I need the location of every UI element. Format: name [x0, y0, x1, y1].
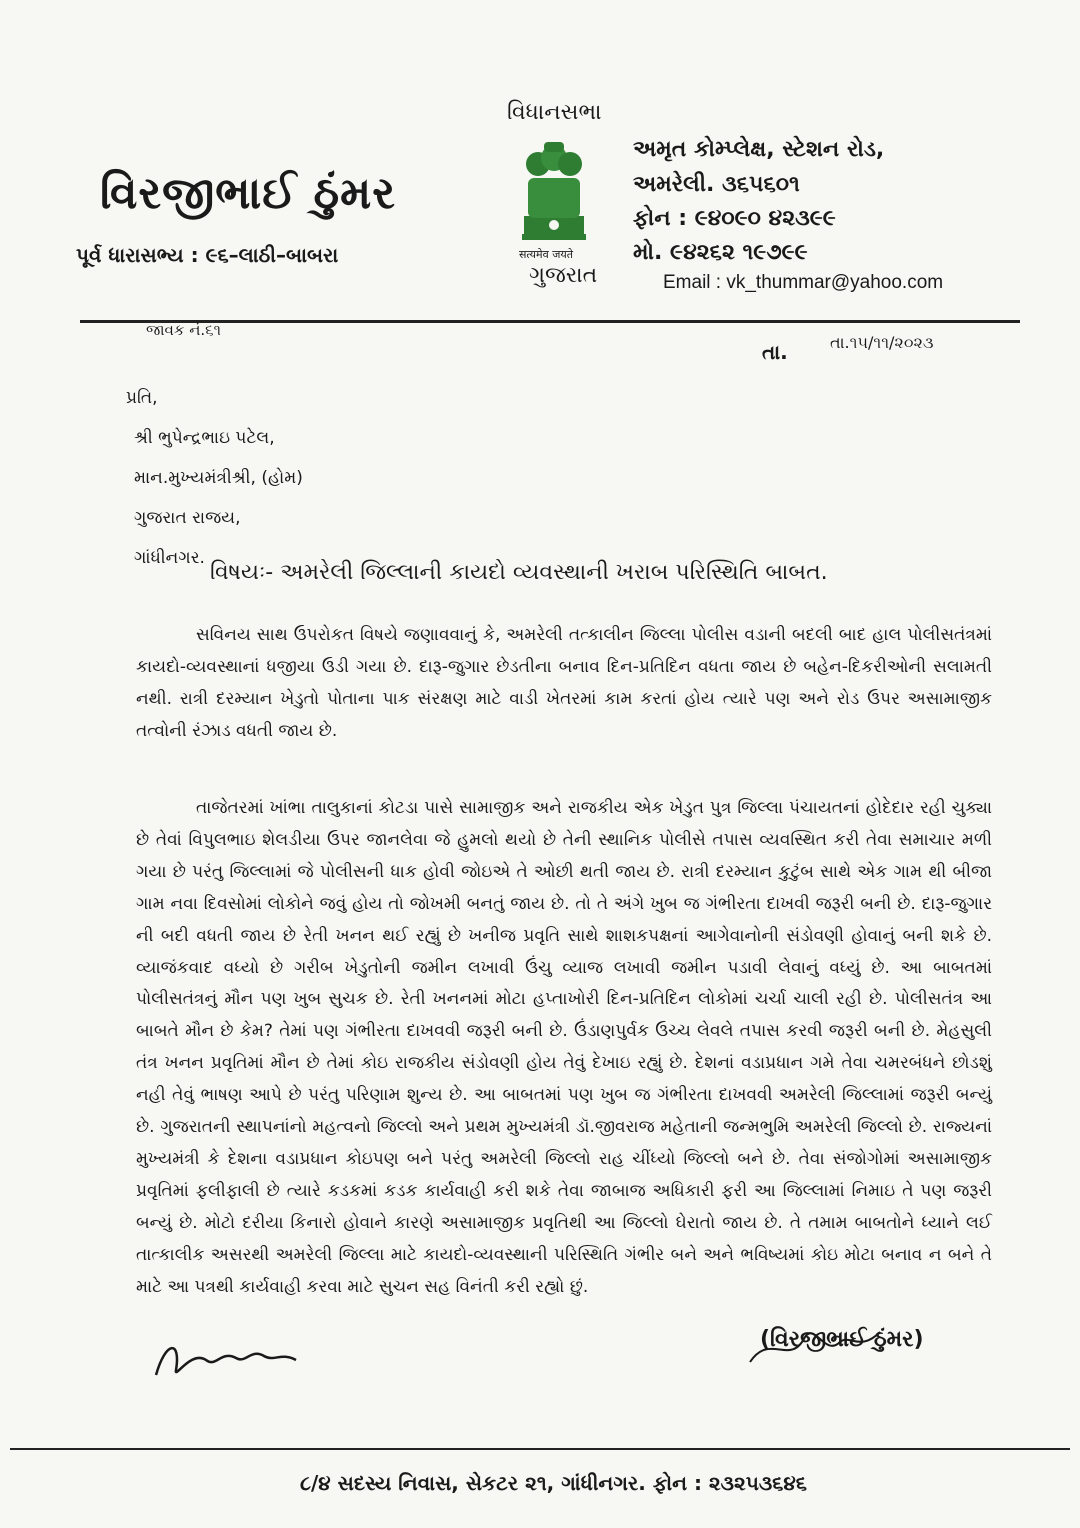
letter-date: તા.૧૫/૧૧/૨૦૨૩ — [830, 333, 934, 352]
handwritten-signature-left — [146, 1330, 316, 1390]
date-prefix: તા. — [762, 340, 788, 364]
footer-divider — [10, 1448, 1070, 1450]
state-label: ગુજરાત — [529, 263, 598, 288]
state-emblem-icon — [514, 138, 594, 250]
address-line-2: અમરેલી. ૩૬૫૬૦૧ — [633, 172, 800, 197]
letter-subject: વિષયઃ- અમરેલી જિલ્લાની કાયદો વ્યવસ્થાની ખરાબ પરિસ્થિતિ બાબત. — [210, 560, 828, 585]
body-paragraph-2-text: તાજેતરમાં ખાંભા તાલુકાનાં કોટડા પાસે સામાજીક અને રાજકીય એક ખેડુત પુત્ર જિલ્લા પંચાયતનાં હોદેદાર રહી ચુક્યા છે તેવાં વિપુલભાઇ શેલડીયા ઉપર જાનલેવા જે હુમલો થયો છે તેની સ્થાનિક પોલીસે તપાસ વ્યવસ્થિત કરી તેવા સમાચાર મળી ગયા છે પરંતુ જિલ્લામાં જે પોલીસની ધાક હોવી જોઇએ તે ઓછી થતી જાય છે. રાત્રી દરમ્યાન કુટુંબ સાથે એક ગામ થી બીજા ગામ નવા દિવસોમાં લોકોને જવું હોય તો જોખમી બનતું જાય છે. તો તે અંગે ખુબ જ ગંભીરતા દાખવી જરૂરી બની છે. દારૂ-જુગાર ની બદી વધતી જાય છે રેતી ખનન થઈ રહ્યું છે ખનીજ પ્રવૃતિ સાથે શાશકપક્ષનાં આગેવાનોની સંડોવણી હોવાનું બની શકે છે. વ્યાજંકવાદ વધ્યો છે ગરીબ ખેડુતોની જમીન લખાવી ઉંચુ વ્યાજ લખાવી જમીન પડાવી લેવાનું વધ્યું છે. આ બાબતમાં પોલીસતંત્રનું મૌન પણ ખુબ સુચક છે. રેતી ખનનમાં મોટા હપ્તાખોરી દિન-પ્રતિદિન લોકોમાં ચર્ચા ચાલી રહી છે. પોલીસતંત્ર આ બાબતે મૌન છે કેમ? તેમાં પણ ગંભીરતા દાખવવી જરૂરી બની છે. ઉંડાણપુર્વક ઉચ્ચ લેવલે તપાસ કરવી જરૂરી બની છે. મેહસુલી તંત્ર ખનન પ્રવૃતિમાં મૌન છે તેમાં કોઇ રાજકીય સંડોવણી હોય તેવું દેખાઇ રહ્યું છે. દેશનાં વડાપ્રધાન ગમે તેવા ચમરબંધને છોડશું નહી તેવું ભાષણ આપે છે પરંતુ પરિણામ શુન્ય છે. આ બાબતમાં પણ ખુબ જ ગંભીરતા દાખવવી અમરેલી જિલ્લામાં જરૂરી બન્યું છે. ગુજરાતની સ્થાપનાંનો મહત્વનો જિલ્લો અને પ્રથમ મુખ્યમંત્રી ડૉ.જીવરાજ મહેતાની જન્મભુમિ અમરેલી જિલ્લો છે. રાજ્યનાં મુખ્યમંત્રી કે દેશના વડાપ્રધાન કોઇપણ બને પરંતુ અમરેલી જિલ્લો રાહ ચીંધ્યો જિલ્લો બને છે. તેવા સંજોગોમાં અસામાજીક પ્રવૃતિમાં ફલીફાલી છે ત્યારે કડકમાં કડક કાર્યવાહી કરી શકે તેવા જાબાજ અધિકારી ફરી આ જિલ્લામાં નિમાઇ તે પણ જરૂરી બન્યું છે. મોટો દરીયા કિનારો હોવાને કારણે અસામાજીક પ્રવૃતિથી આ જિલ્લો ઘેરાતો જાય છે. તે તમામ બાબતોને ધ્યાને લઈ તાત્કાલીક અસરથી અમરેલી જિલ્લા માટે કાયદો-વ્યવસ્થાની પરિસ્થિતિ ગંભીર બને અને ભવિષ્યમાં કોઇ મોટા બનાવ ન બને તે માટે આ પત્રથી કાર્યવાહી કરવા માટે સુચન સહ વિનંતી કરી રહ્યો છું. — [136, 798, 992, 1297]
assembly-label: વિધાનસભા — [507, 100, 602, 125]
footer-address: ૮/૪ સદસ્ય નિવાસ, સેકટર ૨૧, ગાંધીનગર. ફોન : ૨૩૨૫૩૬૪૬ — [300, 1471, 807, 1495]
outward-number: જાવક નં.૬૧ — [146, 321, 221, 339]
sender-name: વિરજીભાઈ ઠુંમર — [100, 168, 396, 219]
recipient-state: ગુજરાત રાજય, — [134, 508, 241, 528]
body-paragraph-2 — [136, 793, 992, 1304]
address-line-1: અમૃત કોમ્પ્લેક્ષ, સ્ટેશન રોડ, — [633, 137, 885, 162]
header-divider — [80, 320, 1020, 323]
sender-designation: પૂર્વ ધારાસભ્ય : ૯૬–લાઠી–બાબરા — [76, 243, 339, 267]
recipient-name: શ્રી ભુપેન્દ્રભાઇ પટેલ, — [134, 428, 275, 448]
email-address: Email : vk_thummar@yahoo.com — [663, 272, 944, 293]
recipient-salutation: પ્રતિ, — [126, 388, 158, 408]
signatory-name: (વિરજીભાઈ ઠુંમર) — [760, 1327, 924, 1352]
recipient-title: માન.મુખ્યમંત્રીશ્રી, (હોમ) — [134, 468, 303, 488]
recipient-city: ગાંધીનગર. — [134, 548, 205, 568]
mobile-number: મો. ૯૪૨૬૨ ૧૯૭૯૯ — [633, 240, 808, 265]
body-paragraph-1 — [136, 620, 992, 748]
emblem-motto: सत्यमेव जयते — [519, 248, 574, 261]
recipient-block — [126, 378, 303, 578]
phone-number: ફોન : ૯૪૦૯૦ ૪૨૩૯૯ — [633, 206, 836, 231]
body-paragraph-1-text: સવિનય સાથ ઉપરોકત વિષયે જણાવવાનું કે, અમરેલી તત્કાલીન જિલ્લા પોલીસ વડાની બદલી બાદ હાલ પોલીસતંત્રમાં કાયદો-વ્યવસ્થાનાં ધજીયા ઉડી ગયા છે. દારૂ-જુગાર છેડતીના બનાવ દિન-પ્રતિદિન વધતા જાય છે બહેન-દિકરીઓની સલામતી નથી. રાત્રી દરમ્યાન ખેડુતો પોતાના પાક સંરક્ષણ માટે વાડી ખેતરમાં કામ કરતાં હોય ત્યારે પણ અને રોડ ઉપર અસામાજીક તત્વોની રંઝાડ વધતી જાય છે. — [136, 625, 992, 741]
